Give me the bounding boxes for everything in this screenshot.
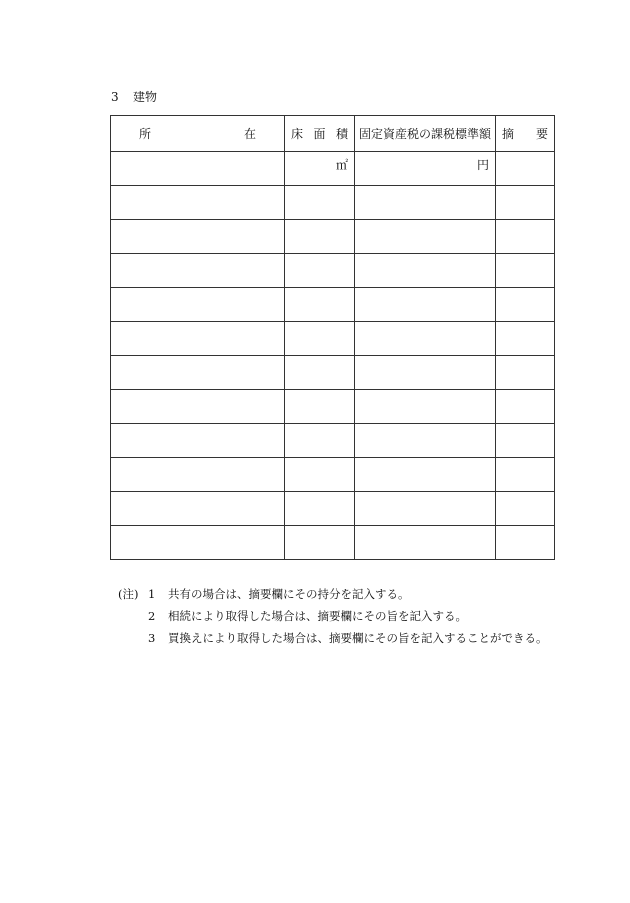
table-row (111, 220, 555, 254)
header-remarks-char: 要 (535, 127, 548, 141)
table-row (111, 288, 555, 322)
cell-floor-area[interactable] (285, 492, 355, 526)
cell-location[interactable] (111, 220, 285, 254)
notes-section (118, 583, 548, 649)
table-body (111, 152, 555, 560)
cell-floor-area[interactable] (285, 322, 355, 356)
header-floor-area-char: 積 (335, 127, 348, 141)
section-title: 建物 (133, 90, 158, 104)
cell-tax-value[interactable] (355, 526, 496, 560)
cell-location[interactable] (111, 526, 285, 560)
cell-tax-value[interactable] (355, 186, 496, 220)
note-item (118, 583, 548, 605)
cell-floor-area[interactable] (285, 458, 355, 492)
cell-tax-value[interactable] (355, 254, 496, 288)
table-row (111, 458, 555, 492)
cell-remarks[interactable] (496, 186, 555, 220)
cell-floor-area[interactable] (285, 526, 355, 560)
cell-location[interactable] (111, 254, 285, 288)
cell-tax-value[interactable] (355, 424, 496, 458)
note-number: 2 (148, 609, 156, 623)
header-location-char: 在 (243, 127, 256, 141)
table-row (111, 356, 555, 390)
header-remarks-char: 摘 (502, 127, 515, 141)
cell-location[interactable] (111, 390, 285, 424)
cell-remarks[interactable] (496, 356, 555, 390)
note-text: 買換えにより取得した場合は、摘要欄にその旨を記入することができる。 (168, 631, 548, 645)
cell-remarks[interactable] (496, 322, 555, 356)
cell-tax-value[interactable] (355, 492, 496, 526)
table-row (111, 254, 555, 288)
cell-location[interactable] (111, 424, 285, 458)
cell-floor-area[interactable] (285, 288, 355, 322)
header-remarks (496, 116, 555, 152)
tax-value-unit: 円 (476, 158, 489, 172)
floor-area-unit: ㎡ (335, 158, 348, 172)
header-floor-area-char: 面 (313, 127, 326, 141)
cell-remarks[interactable] (496, 458, 555, 492)
cell-floor-area[interactable] (285, 220, 355, 254)
cell-remarks[interactable] (496, 152, 555, 186)
note-text: 相続により取得した場合は、摘要欄にその旨を記入する。 (168, 609, 467, 623)
cell-remarks[interactable] (496, 288, 555, 322)
header-tax-value-label: 固定資産税の課税標準額 (358, 127, 491, 141)
table-header-row (111, 116, 555, 152)
cell-floor-area[interactable] (285, 152, 355, 186)
cell-remarks[interactable] (496, 492, 555, 526)
table-row (111, 152, 555, 186)
header-tax-value (355, 116, 496, 152)
table-row (111, 526, 555, 560)
cell-tax-value[interactable] (355, 152, 496, 186)
cell-tax-value[interactable] (355, 220, 496, 254)
header-floor-area-char: 床 (291, 127, 304, 141)
cell-remarks[interactable] (496, 254, 555, 288)
cell-remarks[interactable] (496, 390, 555, 424)
note-item (118, 627, 548, 649)
cell-location[interactable] (111, 288, 285, 322)
cell-location[interactable] (111, 186, 285, 220)
cell-location[interactable] (111, 322, 285, 356)
cell-remarks[interactable] (496, 220, 555, 254)
note-number: 3 (148, 631, 156, 645)
note-number: 1 (148, 587, 156, 601)
table-row (111, 492, 555, 526)
header-floor-area (285, 116, 355, 152)
note-text: 共有の場合は、摘要欄にその持分を記入する。 (168, 587, 410, 601)
cell-floor-area[interactable] (285, 424, 355, 458)
cell-tax-value[interactable] (355, 458, 496, 492)
table-row (111, 186, 555, 220)
cell-tax-value[interactable] (355, 356, 496, 390)
cell-location[interactable] (111, 152, 285, 186)
cell-floor-area[interactable] (285, 356, 355, 390)
cell-remarks[interactable] (496, 526, 555, 560)
cell-floor-area[interactable] (285, 186, 355, 220)
table-row (111, 322, 555, 356)
section-heading (111, 88, 157, 105)
buildings-table (110, 115, 555, 560)
cell-location[interactable] (111, 492, 285, 526)
cell-location[interactable] (111, 458, 285, 492)
cell-floor-area[interactable] (285, 390, 355, 424)
cell-floor-area[interactable] (285, 254, 355, 288)
header-location (111, 116, 285, 152)
cell-tax-value[interactable] (355, 288, 496, 322)
cell-tax-value[interactable] (355, 390, 496, 424)
notes-label: (注) (118, 587, 139, 601)
table-row (111, 390, 555, 424)
cell-location[interactable] (111, 356, 285, 390)
cell-tax-value[interactable] (355, 322, 496, 356)
cell-remarks[interactable] (496, 424, 555, 458)
note-item (118, 605, 548, 627)
table-row (111, 424, 555, 458)
header-location-char: 所 (139, 127, 152, 141)
section-number: 3 (111, 90, 119, 104)
